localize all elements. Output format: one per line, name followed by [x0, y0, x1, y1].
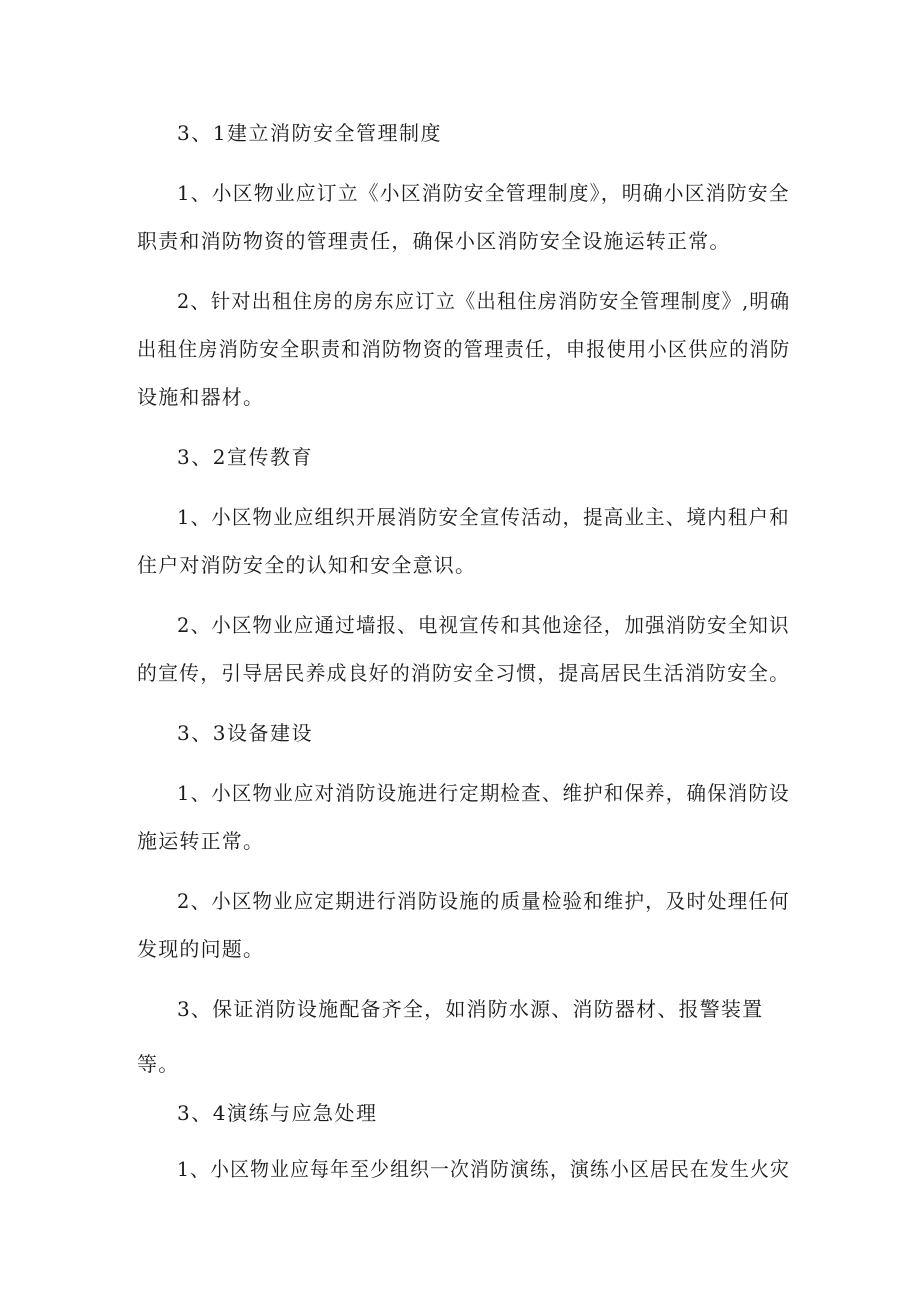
paragraph-line: 3、保证消防设施配备齐全，如消防水源、消防器材、报警装置	[177, 997, 764, 1021]
section-heading-3-2: 3、2宣传教育	[177, 445, 313, 469]
paragraph-line: 职责和消防物资的管理责任，确保小区消防安全设施运转正常。	[137, 229, 731, 253]
paragraph-line: 的宣传，引导居民养成良好的消防安全习惯，提高居民生活消防安全。	[137, 661, 791, 685]
paragraph-line: 出租住房消防安全职责和消防物资的管理责任，申报使用小区供应的消防	[137, 337, 791, 361]
paragraph-line: 设施和器材。	[137, 385, 265, 409]
section-heading-3-4: 3、4演练与应急处理	[177, 1101, 378, 1125]
section-heading-3-1: 3、1建立消防安全管理制度	[177, 121, 442, 145]
paragraph-line: 1、小区物业应组织开展消防安全宣传活动，提高业主、境内租户和	[177, 505, 790, 529]
paragraph-line: 2、针对出租住房的房东应订立《出租住房消防安全管理制度》,明确	[177, 289, 791, 313]
paragraph-line: 1、小区物业应订立《小区消防安全管理制度》，明确小区消防安全	[177, 181, 790, 205]
paragraph-line: 2、小区物业应定期进行消防设施的质量检验和维护，及时处理任何	[177, 889, 790, 913]
paragraph-line: 发现的问题。	[137, 937, 265, 961]
section-heading-3-3: 3、3设备建设	[177, 721, 313, 745]
paragraph-line: 住户对消防安全的认知和安全意识。	[137, 553, 477, 577]
paragraph-line: 施运转正常。	[137, 829, 265, 853]
paragraph-line: 1、小区物业应每年至少组织一次消防演练，演练小区居民在发生火灾	[177, 1157, 790, 1181]
paragraph-line: 等。	[137, 1052, 180, 1076]
paragraph-line: 1、小区物业应对消防设施进行定期检查、维护和保养，确保消防设	[177, 781, 790, 805]
paragraph-line: 2、小区物业应通过墙报、电视宣传和其他途径，加强消防安全知识	[177, 613, 790, 637]
